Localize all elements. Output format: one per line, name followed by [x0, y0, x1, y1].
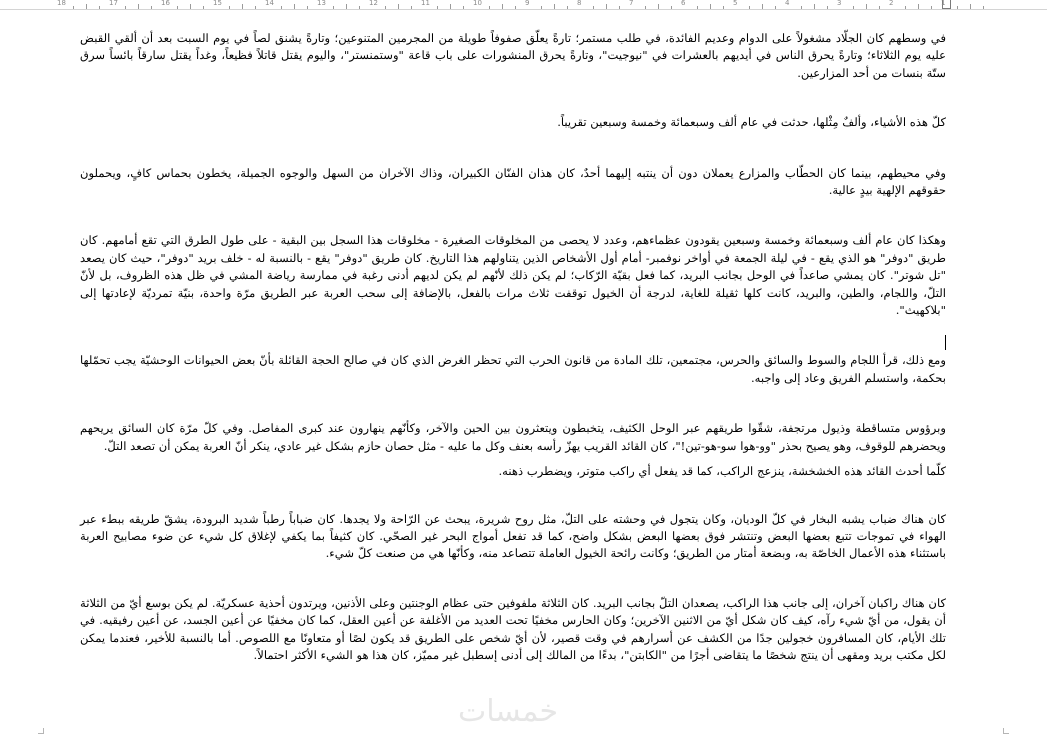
ruler-tick [619, 6, 620, 9]
ruler-tick [151, 6, 152, 9]
ruler-tick [255, 6, 256, 9]
margin-corner-left [38, 728, 44, 734]
ruler-tick [177, 6, 178, 9]
ruler-tick [957, 6, 958, 9]
ruler-tick [801, 6, 802, 9]
ruler-number: 12 [369, 0, 378, 7]
ruler-tick [489, 6, 490, 9]
ruler-number: 4 [785, 0, 790, 7]
ruler-tick [918, 4, 919, 9]
ruler-tick [723, 6, 724, 9]
paragraph-2: كلّ هذه الأشياء، وألفٌ مِثْلها، حدثت في عام ألف وسبعمائة وخمسة وسبعين تقريباً. [557, 115, 946, 130]
text-cursor [945, 335, 946, 350]
ruler-tick [281, 6, 282, 9]
margin-corner-right [1003, 728, 1009, 734]
ruler-tick [242, 4, 243, 9]
ruler-tick [437, 6, 438, 9]
ruler-tick [775, 6, 776, 9]
ruler-number: 3 [837, 0, 842, 7]
ruler-tick [697, 6, 698, 9]
ruler-number: 7 [629, 0, 634, 7]
ruler-tick [125, 6, 126, 9]
ruler-tick [541, 6, 542, 9]
ruler-tick [827, 6, 828, 9]
ruler-tick [879, 6, 880, 9]
ruler-number: 15 [213, 0, 222, 7]
ruler-tick [593, 6, 594, 9]
ruler-tick [983, 6, 984, 9]
ruler-tick [671, 6, 672, 9]
ruler-tick [658, 4, 659, 9]
ruler-tick [710, 4, 711, 9]
ruler-tick [970, 4, 971, 9]
ruler-tick [398, 4, 399, 9]
ruler-tick [853, 6, 854, 9]
ruler-number: 16 [161, 0, 170, 7]
ruler-tick [749, 6, 750, 9]
ruler-tick [333, 6, 334, 9]
watermark-logo: خمسات [458, 694, 559, 729]
ruler-tick [502, 4, 503, 9]
ruler-number: 17 [109, 0, 118, 7]
ruler-tick [190, 4, 191, 9]
ruler-number: 13 [317, 0, 326, 7]
paragraph-5: ومع ذلك، قرأ اللجام والسوط والسائق والحرس، مجتمعين، تلك المادة من قانون الحرب التي تحظر الغرض الذي كان في صالح الحجة القائلة بأنّ بعض الحيوانات الوحشيّة يجب تحمّلها بحكمة، واستسلم الفريق وعاد إلى واجبه. [80, 353, 946, 385]
paragraph-6: وبرؤوس متساقطة وذيول مرتجفة، شقّوا طريقهم عبر الوحل الكثيف، يتخبطون ويتعثرون بين الحين والآخر، وكأنّهم ينهارون عند كبرى المفاصل. وفي كلّ مرّة كان السائق يريحهم ويحضرهم للوقوف، وهو يصيح بحذر "وو-هوا سو-هو-تين!"، كان القائد القريب يهزّ رأسه بعنف وكل ما عليه - مثل حصان حازم بشكل غير عادي، ينكر أنّ العربة يمكن أن تصعد التلّ. [80, 421, 946, 453]
horizontal-ruler[interactable] [0, 0, 1047, 10]
paragraph-1: في وسطهم كان الجلّاد مشغولاً على الدوام وعديم الفائدة، في طلب مستمر؛ تارةً يعلّق صفوفاً طويلة من المجرمين المتنوعين؛ وتارةً يشنق لصاً في يوم السبت بعد أن ألقي القبض عليه يوم الثلاثاء؛ وتارةً يحرق الناس في أيديهم بالعشرات في "نيوجيت"، وتارةً يحرق المنشورات على باب قاعة "وستمنستر"، واليوم يقتل قاتلاً فظيعاً، وغداً يقتل سارقاً بائساً سرق ستّة بنسات من أحد المزارعين. [80, 31, 946, 80]
ruler-number: 10 [473, 0, 482, 7]
ruler-tick [814, 4, 815, 9]
ruler-tick [905, 6, 906, 9]
paragraph-8: كان هناك ضباب يشبه البخار في كلّ الوديان، وكان يتجول في وحشته على التلّ، مثل روح شريرة، يبحث عن الرّاحة ولا يجدها. كان ضباباً رطباً شديد البرودة، يشقّ طريقه ببطء عبر الهواء في تموجات تتبع بعضها البعض وتنتشر فوق بعضها البعض بشكل واضح، كما قد تفعل أمواج البحر غير الصحّي. كان كثيفاً بما يكفي لإغلاق كل شيء عن ضوء مصابيح العربة باستثناء هذه الأعمال الخاصّة به، وبضعة أمتار من الطريق؛ وكانت رائحة الخيول العاملة تتصاعد منه، وكأنّها هي من صنعت كلّ شيء. [80, 511, 946, 561]
ruler-number: 11 [421, 0, 430, 7]
ruler-number: 6 [681, 0, 686, 7]
ruler-tick [762, 4, 763, 9]
ruler-tick [567, 6, 568, 9]
paragraph-3: وفي محيطهم، بينما كان الحطّاب والمزارع يعملان دون أن ينتبه إليهما أحدٌ، كان هذان الفنّان الكبيران، وذاك الآخران من السهل والوجوه الجميلة، يخطون بحماس كافٍ، ويحملون حقوقهم الإلهية بيدٍ عالية. [80, 165, 946, 198]
ruler-tick [385, 6, 386, 9]
ruler-tick [229, 6, 230, 9]
ruler-number: 14 [265, 0, 274, 7]
ruler-tick [307, 6, 308, 9]
ruler-tick [866, 4, 867, 9]
ruler-number: 18 [57, 0, 66, 7]
paragraph-4: وهكذا كان عام ألف وسبعمائة وخمسة وسبعين يقودون عظماءهم، وعدد لا يحصى من المخلوقات الصغيرة - مخلوقات هذا السجل بين البقية - على طول الطرق التي تقع أمامهم. كان طريق "دوفر" هو الذي يقع - في ليلة الجمعة في أواخر نوفمبر- أمام أول الأشخاص الذين يتناولهم هذا التاريخ. كان طريق "دوفر" يقع - بالنسبة له - خلف بريد "دوفر"، حيث كان يصعد "تل شوتر". كان يمشي صاعداً في الوحل بجانب البريد، كما فعل بقيّة الرّكاب؛ لم يكن ذلك لأنّهم لم يكن لديهم أدنى رغبة في ممارسة رياضة المشي في ظل هذه الظروف، بل لأنّ التلّ، واللجام، والطين، والبريد، كانت كلها ثقيلة للغاية، لدرجة أن الخيول توقفت ثلاث مرات بالفعل، بالإضافة إلى سحب العربة عبر الطريق مرّة واحدة، بنيّة تمرديّة لإعادتها إلى "بلاكهيث". [80, 233, 947, 318]
ruler-tick [86, 4, 87, 9]
ruler-tick [931, 6, 932, 9]
ruler-tick [138, 4, 139, 9]
ruler-tick [411, 6, 412, 9]
ruler-tick [73, 6, 74, 9]
ruler-number: 2 [889, 0, 894, 7]
ruler-number: 5 [733, 0, 738, 7]
ruler-tick [463, 6, 464, 9]
ruler-tick [346, 4, 347, 9]
ruler-tick [294, 4, 295, 9]
paragraph-7: كلّما أحدث القائد هذه الخشخشة، ينزعج الراكب، كما قد يفعل أي راكب متوتر، ويضطرب ذهنه. [498, 464, 946, 479]
ruler-number: 8 [577, 0, 582, 7]
ruler-tick [450, 4, 451, 9]
ruler-tick [554, 4, 555, 9]
ruler-tick [515, 6, 516, 9]
document-page[interactable] [80, 30, 946, 664]
ruler-tick [359, 6, 360, 9]
ruler-tick [203, 6, 204, 9]
paragraph-9: كان هناك راكبان آخران، إلى جانب هذا الراكب، يصعدان التلّ بجانب البريد. كان الثلاثة ملفوفين حتى عظام الوجنتين وعلى الأذنين، ويرتدون أحذية عسكريّة. لم يكن بوسع أيّ من الثلاثة أن يقول، من أيّ شيء رآه، كيف كان شكل أيّ من الاثنين الآخرين؛ وكان الحارس مخفيًا تحت العديد من الأغلفة عن أعين العقل، كما كان مخفيًا عن أعين الجسد، عن أعين رفيقيه. في تلك الأيام، كان المسافرون خجولين جدًا من الكشف عن أسرارهم في وقت قصير، لأن أيّ شخص على الطريق قد يكون لصًا أو متعاونًا مع اللصوص. أما بالنسبة للأخير، فعندما يمكن لكل مكتب بريد ومقهى أن ينتج شخصًا ما يتقاضى أجرًا من "الكابتن"، بدءًا من المالك إلى أدنى إسطبل غير مميّز، كان هذا هو الشيء الأكثر احتمالاً. [80, 595, 946, 662]
ruler-tick [645, 6, 646, 9]
ruler-number: 9 [525, 0, 530, 7]
ruler-tick [606, 4, 607, 9]
ruler-number: 1 [941, 0, 946, 7]
ruler-tick [99, 6, 100, 9]
